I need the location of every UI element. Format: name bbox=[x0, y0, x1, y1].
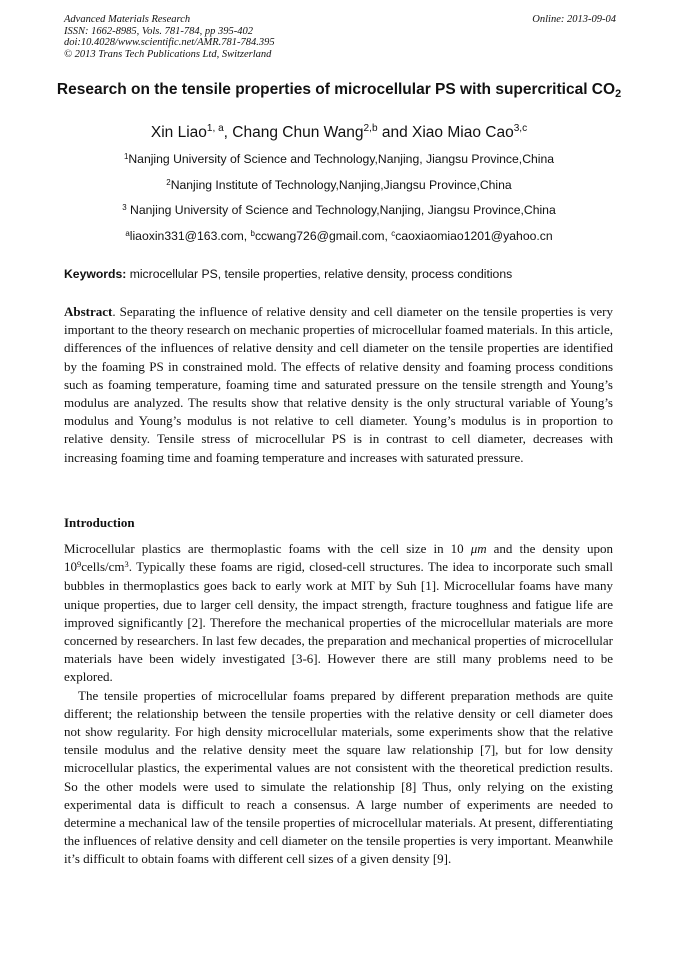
title-subscript: 2 bbox=[615, 88, 622, 101]
abstract-label: Abstract bbox=[64, 304, 113, 319]
affiliation-2-text: Nanjing Institute of Technology,Nanjing,Jiangsu Province,China bbox=[170, 178, 512, 192]
keywords-text: microcellular PS, tensile properties, relative density, process conditions bbox=[126, 267, 513, 281]
affiliation-1 bbox=[40, 152, 638, 166]
author-2: , Chang Chun Wang bbox=[223, 124, 364, 141]
section-heading-introduction: Introduction bbox=[64, 515, 135, 530]
author-1-sup: 1, a bbox=[206, 123, 224, 135]
introduction-body bbox=[64, 540, 613, 869]
author-3: and Xiao Miao Cao bbox=[377, 124, 514, 141]
email-b[interactable]: ccwang726@gmail.com, bbox=[254, 229, 392, 243]
p1-text-a: Microcellular plastics are thermoplastic foams with the cell size in 10 bbox=[64, 541, 471, 556]
affiliation-1-sup: 1 bbox=[123, 151, 129, 161]
issn-line: ISSN: 1662-8985, Vols. 781-784, pp 395-402 bbox=[64, 25, 253, 37]
email-a-sup: a bbox=[125, 228, 130, 238]
journal-name: Advanced Materials Research bbox=[64, 14, 191, 25]
email-b-sup: b bbox=[250, 228, 255, 238]
affiliation-2-sup: 2 bbox=[166, 177, 171, 187]
copyright-line: © 2013 Trans Tech Publications Ltd, Switzerland bbox=[64, 48, 272, 60]
online-date: Online: 2013-09-04 bbox=[532, 14, 616, 25]
keywords bbox=[64, 267, 624, 281]
author-3-sup: 3,c bbox=[513, 123, 528, 135]
keywords-label: Keywords: bbox=[64, 267, 127, 281]
doi-line[interactable]: doi:10.4028/www.scientific.net/AMR.781-784.395 bbox=[64, 37, 275, 48]
email-c[interactable]: caoxiaomiao1201@yahoo.cn bbox=[395, 229, 553, 243]
micrometer-unit: μm bbox=[470, 541, 487, 556]
paper-title bbox=[56, 80, 622, 101]
p1-text-c: cells/cm bbox=[81, 559, 125, 575]
affiliation-1-text: Nanjing University of Science and Technology,Nanjing, Jiangsu Province,China bbox=[128, 152, 555, 166]
affiliation-3-sup: 3 bbox=[122, 202, 127, 212]
author-1: Xin Liao bbox=[150, 124, 207, 141]
abstract-text: . Separating the influence of relative density and cell diameter on the tensile properties is very important to the theory research on mechanic properties of microcellular foamed materials. In this article, differences of the influences of relative density and cell diameter on the tensile properties are identified by the foaming PS in constrained mold. The effects of relative density and foaming process conditions such as foaming temperature, foaming time and saturated pressure on the tensile strength and Young’s modulus are analyzed. The results show that relative density is the only structural variable of Young’s modulus and Young’s modulus is not relative to cell diameter. Young’s modulus is in proportion to relative density. Tensile stress of microcellular PS is in contrast to cell diameter, decreases with increasing foaming time and foaming temperature and increases with saturated pressure. bbox=[64, 304, 613, 465]
p1-text-b: and the density upon 10 bbox=[64, 541, 613, 575]
p1-text-d: . Typically these foams are rigid, closed-cell structures. The idea to incorporate such small bubbles in thermoplastics goes back to early work at MIT by Suh [1]. Microcellular foams have many unique properties, due to larger cell density, the impact strength, fracture toughness and fatigue life are improved significantly [2]. Therefore the mechanical properties of the microcellular materials are more concerned by researchers. In last few decades, the preparation and mechanical properties of microcellular materials have been widely investigated [3-6]. However there are still many problems need to be explored. bbox=[64, 559, 613, 685]
email-a[interactable]: liaoxin331@163.com, bbox=[129, 229, 251, 243]
author-line bbox=[40, 124, 638, 142]
p1-sup-3: 3 bbox=[124, 558, 129, 569]
author-2-sup: 2,b bbox=[363, 123, 378, 135]
affiliation-3-text: Nanjing University of Science and Technology,Nanjing, Jiangsu Province,China bbox=[126, 203, 556, 217]
title-text: Research on the tensile properties of microcellular PS with supercritical CO bbox=[56, 81, 616, 98]
introduction-paragraph-1 bbox=[64, 540, 613, 687]
journal-header bbox=[64, 14, 616, 60]
affiliation-2 bbox=[40, 178, 638, 192]
abstract bbox=[64, 303, 613, 467]
email-c-sup: c bbox=[391, 228, 396, 238]
affiliation-3 bbox=[40, 203, 638, 217]
p1-sup-9: 9 bbox=[77, 558, 82, 569]
introduction-paragraph-2: The tensile properties of microcellular foams prepared by different preparation methods are quite different; the relationship between the tensile properties with the relative density or cell diameter does not show regularity. For high density microcellular materials, some experiments show that the relative tensile modulus and the relative density meet the square law relationship [7], but for low density microcellular plastics, the experimental values are not consistent with the theoretical prediction results. So the other models were used to simulate the relationship [8] Thus, only relying on the existing experimental data is difficult to reach a consensus. A large number of experiments are needed to determine a mechanical law of the tensile properties of microcellular materials. At present, differentiating the influences of relative density and cell diameter on the tensile properties is very important. Meanwhile it’s difficult to obtain foams with different cell sizes of a given density [9]. bbox=[64, 687, 613, 867]
email-line bbox=[40, 229, 638, 243]
